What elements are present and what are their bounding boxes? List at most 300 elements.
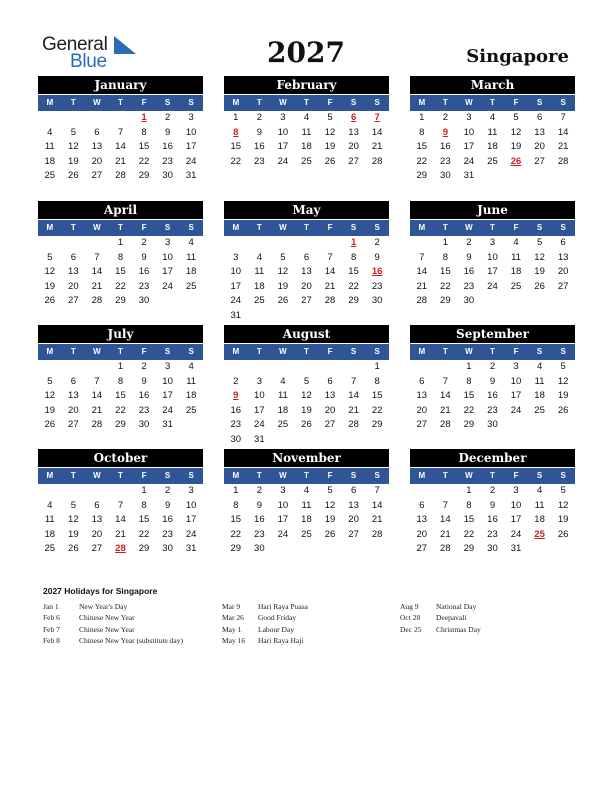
weekday-label: F — [141, 471, 147, 480]
day-cell: 1 — [374, 361, 380, 372]
day-cell — [295, 309, 319, 324]
holiday-date: May 1 — [222, 624, 242, 634]
day-cell: 19 — [324, 514, 336, 526]
week-row — [38, 236, 203, 251]
day-cell: 6 — [327, 375, 333, 387]
day-cell: 3 — [466, 112, 472, 123]
day-cell: 8 — [466, 375, 472, 387]
day-cell: 26 — [44, 295, 56, 307]
month-title: October — [38, 449, 203, 467]
day-cell — [551, 169, 575, 184]
day-cell: 26 — [534, 280, 545, 292]
day-cell: 28 — [416, 295, 428, 307]
holiday-day-cell: 28 — [115, 543, 126, 555]
day-cell: 12 — [534, 251, 545, 263]
day-cell: 21 — [115, 155, 126, 167]
week-row — [410, 528, 575, 543]
weekday-label: W — [93, 471, 101, 480]
weekday-label: S — [560, 347, 566, 356]
weekday-label: S — [374, 98, 380, 107]
day-cell: 20 — [91, 528, 103, 540]
holiday-name: New Year's Day — [79, 602, 128, 611]
day-cell: 22 — [416, 155, 428, 167]
day-cell: 21 — [440, 404, 451, 416]
day-cell: 13 — [534, 126, 545, 138]
weekday-label: T — [490, 98, 495, 107]
weekday-label: F — [327, 347, 333, 356]
day-cell: 3 — [280, 112, 286, 123]
day-cell: 6 — [350, 485, 357, 496]
day-cell: 27 — [91, 543, 103, 555]
logo-text-general: General — [42, 34, 108, 55]
day-cell: 14 — [91, 266, 103, 278]
day-cell: 19 — [557, 390, 569, 402]
weekday-header — [224, 220, 389, 236]
week-row — [224, 499, 389, 514]
day-cell — [271, 433, 295, 448]
day-cell: 23 — [254, 528, 265, 540]
day-cell: 18 — [301, 141, 312, 153]
holiday-name: Deepavali — [436, 613, 467, 623]
day-cell: 30 — [440, 170, 451, 182]
week-row — [410, 111, 575, 126]
day-cell: 31 — [254, 433, 265, 445]
day-cell: 19 — [510, 141, 522, 153]
day-cell: 5 — [536, 237, 543, 248]
day-cell: 26 — [68, 170, 79, 182]
day-cell: 5 — [560, 361, 566, 372]
day-cell: 3 — [280, 485, 286, 496]
day-cell: 14 — [416, 266, 428, 278]
day-cell — [224, 236, 248, 251]
day-cell: 18 — [44, 155, 56, 167]
day-cell: 12 — [301, 390, 312, 402]
weekday-header — [410, 344, 575, 360]
day-cell: 3 — [188, 485, 194, 496]
day-cell: 21 — [371, 141, 383, 153]
day-cell: 13 — [91, 141, 103, 153]
day-cell — [38, 236, 62, 251]
day-cell: 10 — [277, 499, 289, 511]
month-august — [224, 325, 389, 448]
day-cell: 12 — [324, 126, 336, 138]
holiday-date: May 16 — [222, 635, 246, 645]
day-cell — [342, 309, 366, 324]
holiday-row — [400, 612, 481, 623]
week-row — [224, 140, 389, 155]
day-cell — [434, 484, 458, 499]
weekday-label: W — [465, 347, 473, 356]
holiday-date: Feb 6 — [43, 613, 60, 623]
weekday-label: T — [256, 347, 262, 356]
day-cell: 23 — [487, 404, 498, 416]
day-cell — [248, 309, 272, 324]
day-cell: 2 — [466, 237, 472, 248]
day-cell: 22 — [463, 404, 475, 416]
day-cell: 2 — [164, 112, 171, 123]
weekday-label: T — [118, 471, 123, 480]
day-cell: 24 — [162, 404, 173, 416]
day-cell: 7 — [117, 499, 124, 511]
day-cell: 13 — [301, 266, 312, 278]
week-row — [38, 265, 203, 280]
month-september — [410, 325, 575, 433]
day-cell: 24 — [162, 280, 173, 292]
month-title: August — [224, 325, 389, 343]
day-cell: 16 — [138, 266, 150, 278]
holiday-date: Mar 9 — [222, 602, 241, 611]
day-cell: 28 — [371, 155, 383, 167]
day-cell: 21 — [348, 404, 359, 416]
day-cell: 14 — [440, 514, 451, 526]
day-cell: 4 — [536, 485, 543, 496]
day-cell: 17 — [230, 280, 242, 292]
day-cell: 8 — [374, 375, 380, 387]
weekday-label: T — [304, 347, 309, 356]
day-cell: 15 — [230, 514, 242, 526]
day-cell: 9 — [256, 499, 262, 511]
day-cell: 28 — [557, 155, 569, 167]
weekday-label: S — [164, 223, 171, 232]
weekday-label: M — [46, 98, 54, 107]
weekday-label: T — [70, 347, 76, 356]
day-cell: 16 — [254, 141, 265, 153]
day-cell — [504, 294, 528, 309]
day-cell: 25 — [185, 404, 197, 416]
day-cell: 6 — [536, 112, 543, 123]
day-cell: 17 — [463, 141, 475, 153]
day-cell: 7 — [350, 375, 357, 387]
page-title: 2027 — [267, 36, 345, 69]
day-cell: 23 — [162, 528, 173, 540]
day-cell: 16 — [138, 390, 150, 402]
day-cell: 29 — [463, 543, 475, 555]
day-cell: 1 — [233, 112, 239, 123]
day-cell: 11 — [511, 251, 521, 263]
holiday-name: National Day — [436, 602, 477, 611]
weekday-label: T — [118, 98, 123, 107]
day-cell: 27 — [557, 280, 569, 292]
holiday-day-cell: 8 — [233, 126, 239, 138]
day-cell: 10 — [162, 251, 173, 263]
weekday-header — [224, 344, 389, 360]
day-cell: 15 — [463, 514, 475, 526]
day-cell: 15 — [416, 141, 428, 153]
day-cell — [85, 360, 109, 375]
day-cell: 20 — [416, 404, 428, 416]
day-cell: 7 — [94, 251, 100, 263]
day-cell: 22 — [463, 528, 475, 540]
weekday-label: T — [490, 347, 495, 356]
week-row — [38, 404, 203, 419]
week-row — [224, 111, 389, 126]
day-cell: 21 — [115, 528, 126, 540]
day-cell: 19 — [534, 266, 545, 278]
month-october — [38, 449, 203, 557]
month-title: March — [410, 76, 575, 94]
day-cell: 12 — [68, 514, 79, 526]
day-cell: 11 — [186, 251, 197, 263]
weekday-label: S — [560, 471, 566, 480]
day-cell: 20 — [68, 404, 79, 416]
holiday-day-cell: 6 — [350, 112, 357, 123]
day-cell: 15 — [463, 390, 475, 402]
day-cell: 11 — [301, 126, 312, 138]
day-cell: 16 — [487, 390, 498, 402]
day-cell: 22 — [230, 528, 242, 540]
day-cell: 27 — [534, 155, 545, 167]
weekday-label: T — [442, 223, 448, 232]
day-cell: 4 — [513, 237, 519, 248]
weekday-label: T — [304, 223, 309, 232]
day-cell: 14 — [115, 514, 126, 526]
holiday-name: Chinese New Year (substitute day) — [79, 635, 183, 645]
holiday-row — [222, 624, 308, 635]
day-cell: 2 — [256, 485, 262, 496]
day-cell: 12 — [510, 126, 522, 138]
day-cell — [271, 309, 295, 324]
day-cell: 29 — [371, 419, 383, 431]
day-cell: 8 — [466, 499, 472, 511]
week-row — [410, 418, 575, 433]
weekday-header — [38, 220, 203, 236]
day-cell: 2 — [141, 237, 147, 248]
day-cell: 22 — [371, 404, 383, 416]
day-cell — [156, 294, 180, 309]
weekday-label: F — [141, 223, 147, 232]
day-cell: 1 — [442, 237, 448, 248]
week-row — [410, 294, 575, 309]
weekday-header — [410, 468, 575, 484]
day-cell: 18 — [510, 266, 522, 278]
week-row — [224, 484, 389, 499]
day-cell — [109, 484, 133, 499]
day-cell: 15 — [440, 266, 451, 278]
week-row — [410, 155, 575, 170]
day-cell: 16 — [463, 266, 475, 278]
day-cell: 23 — [254, 155, 265, 167]
month-title: April — [38, 201, 203, 219]
weekday-label: W — [465, 98, 473, 107]
day-cell: 28 — [115, 170, 126, 182]
day-cell: 2 — [164, 485, 171, 496]
day-cell: 11 — [277, 390, 288, 402]
weekday-label: S — [536, 471, 543, 480]
day-cell — [528, 169, 552, 184]
holiday-day-cell: 7 — [374, 112, 380, 123]
holiday-day-cell: 9 — [442, 126, 448, 138]
weekday-header — [38, 95, 203, 111]
day-cell: 3 — [513, 361, 519, 372]
day-cell: 15 — [371, 390, 383, 402]
day-cell: 20 — [416, 528, 428, 540]
day-cell: 10 — [277, 126, 289, 138]
day-cell: 2 — [489, 485, 496, 496]
weekday-label: T — [256, 471, 262, 480]
weekday-label: M — [46, 347, 54, 356]
day-cell: 4 — [188, 237, 194, 248]
day-cell: 24 — [277, 528, 289, 540]
week-row — [38, 418, 203, 433]
day-cell: 29 — [115, 419, 126, 431]
day-cell: 12 — [277, 266, 289, 278]
holiday-name: Christmas Day — [436, 624, 481, 634]
day-cell: 6 — [419, 499, 425, 511]
day-cell: 5 — [70, 499, 76, 511]
day-cell: 18 — [534, 390, 545, 402]
week-row — [410, 140, 575, 155]
day-cell: 15 — [138, 141, 150, 153]
month-april — [38, 201, 203, 309]
day-cell: 25 — [487, 155, 498, 167]
day-cell: 20 — [348, 141, 359, 153]
day-cell: 30 — [487, 419, 498, 431]
day-cell: 13 — [91, 514, 103, 526]
day-cell: 9 — [256, 126, 262, 138]
day-cell: 8 — [419, 126, 425, 138]
weekday-label: T — [304, 98, 309, 107]
day-cell: 18 — [277, 404, 289, 416]
weekday-label: W — [279, 347, 287, 356]
weekday-label: S — [374, 347, 380, 356]
day-cell — [62, 484, 86, 499]
day-cell: 11 — [301, 499, 312, 511]
day-cell: 28 — [371, 528, 383, 540]
weekday-label: W — [465, 471, 473, 480]
day-cell: 19 — [557, 514, 569, 526]
week-row — [38, 542, 203, 557]
day-cell: 13 — [348, 499, 359, 511]
day-cell: 5 — [70, 126, 76, 138]
month-title: December — [410, 449, 575, 467]
day-cell — [528, 418, 552, 433]
week-row — [410, 265, 575, 280]
day-cell: 19 — [44, 404, 56, 416]
day-cell — [62, 111, 86, 126]
day-cell: 18 — [185, 266, 197, 278]
weekday-label: W — [93, 223, 101, 232]
day-cell: 20 — [324, 404, 336, 416]
week-row — [224, 251, 389, 266]
day-cell: 10 — [185, 499, 197, 511]
weekday-label: S — [536, 223, 543, 232]
weekday-label: S — [350, 347, 357, 356]
month-title: September — [410, 325, 575, 343]
day-cell: 30 — [463, 295, 475, 307]
weekday-label: T — [304, 471, 309, 480]
day-cell: 10 — [162, 375, 173, 387]
week-row — [224, 280, 389, 295]
day-cell: 21 — [371, 514, 383, 526]
week-row — [410, 375, 575, 390]
holiday-name: Chinese New Year — [79, 624, 135, 634]
day-cell: 5 — [560, 485, 566, 496]
day-cell: 29 — [416, 170, 428, 182]
day-cell — [62, 360, 86, 375]
weekday-label: T — [256, 98, 262, 107]
day-cell: 25 — [301, 528, 312, 540]
month-may — [224, 201, 389, 324]
day-cell: 27 — [68, 419, 79, 431]
weekday-label: T — [118, 347, 123, 356]
weekday-label: S — [164, 347, 171, 356]
day-cell: 12 — [44, 266, 56, 278]
weekday-header — [224, 95, 389, 111]
month-november — [224, 449, 389, 557]
day-cell: 28 — [440, 543, 451, 555]
weekday-label: T — [442, 471, 448, 480]
day-cell: 12 — [324, 499, 336, 511]
day-cell: 24 — [185, 528, 197, 540]
day-cell: 4 — [256, 251, 262, 263]
day-cell: 17 — [510, 514, 522, 526]
day-cell: 7 — [94, 375, 100, 387]
day-cell: 13 — [324, 390, 336, 402]
day-cell: 25 — [254, 295, 265, 307]
week-row — [410, 251, 575, 266]
day-cell: 7 — [117, 126, 124, 138]
day-cell: 5 — [327, 112, 333, 123]
day-cell: 30 — [230, 433, 242, 445]
day-cell: 6 — [94, 499, 100, 511]
day-cell: 20 — [301, 280, 312, 292]
day-cell: 16 — [254, 514, 265, 526]
weekday-label: S — [164, 471, 171, 480]
holiday-day-cell: 16 — [371, 266, 383, 278]
day-cell: 28 — [348, 419, 359, 431]
day-cell: 24 — [463, 155, 475, 167]
holiday-row — [43, 635, 183, 646]
day-cell — [528, 294, 552, 309]
day-cell: 8 — [350, 251, 357, 263]
month-title: January — [38, 76, 203, 94]
week-row — [224, 389, 389, 404]
day-cell: 8 — [141, 126, 147, 138]
weekday-label: W — [279, 223, 287, 232]
day-cell: 2 — [442, 112, 448, 123]
holiday-date: Feb 8 — [43, 635, 60, 645]
week-row — [224, 360, 389, 375]
day-cell — [38, 111, 62, 126]
day-cell: 26 — [557, 528, 569, 540]
holiday-row — [400, 624, 481, 635]
day-cell — [481, 169, 505, 184]
weekday-label: F — [327, 471, 333, 480]
day-cell: 12 — [44, 390, 56, 402]
holiday-row — [222, 601, 308, 612]
day-cell: 27 — [348, 155, 359, 167]
day-cell: 17 — [162, 390, 173, 402]
day-cell: 26 — [44, 419, 56, 431]
day-cell: 30 — [254, 543, 265, 555]
day-cell: 12 — [68, 141, 79, 153]
day-cell: 20 — [534, 141, 545, 153]
day-cell: 12 — [557, 499, 569, 511]
weekday-label: W — [279, 98, 287, 107]
day-cell: 10 — [510, 499, 522, 511]
day-cell: 24 — [254, 419, 265, 431]
holiday-column — [43, 601, 183, 646]
week-row — [38, 111, 203, 126]
day-cell: 22 — [115, 280, 126, 292]
week-row — [224, 542, 389, 557]
day-cell — [62, 236, 86, 251]
day-cell — [271, 236, 295, 251]
day-cell: 11 — [534, 375, 545, 387]
day-cell: 7 — [442, 499, 448, 511]
day-cell: 13 — [557, 251, 569, 263]
day-cell: 5 — [327, 485, 333, 496]
